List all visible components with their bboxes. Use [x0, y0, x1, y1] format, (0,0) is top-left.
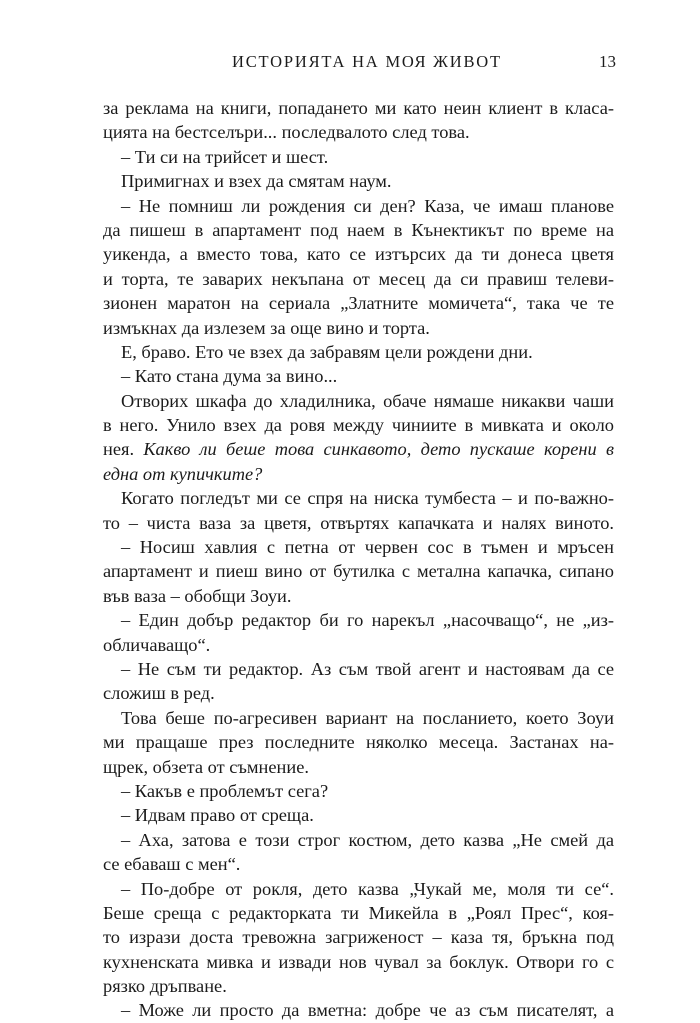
text-line: – Не помниш ли рождения си ден? Каза, че имаш планове: [121, 195, 614, 216]
text-line: – Може ли просто да вметна: добре че аз съм писателят, а: [121, 1000, 614, 1021]
text-line: Това беше по-агресивен вариант на посланието, което Зоуи: [121, 707, 614, 728]
text-line: – Идвам право от среща.: [121, 805, 314, 826]
text-line: Отворих шкафа до хладилника, обаче нямаше никакви чаши: [121, 390, 614, 411]
text-line: измъкнах да излезем за още вино и торта.: [103, 317, 430, 338]
text-line: сложиш в ред.: [103, 683, 215, 704]
text-line: цията на бестселъри... последвалото след това.: [103, 122, 470, 143]
text-line: във ваза – обобщи Зоуи.: [103, 585, 292, 606]
text-line: – Ти си на трийсет и шест.: [121, 146, 329, 167]
text-line-mixed: [103, 437, 614, 461]
text-line: една от купичките?: [103, 463, 263, 484]
text-line: то – чиста ваза за цветя, отвъртях капачката и налях виното.: [103, 512, 614, 533]
text-line: Беше среща с редакторката ти Микейла в „Роял Прес“, коя-: [103, 902, 614, 923]
text-line: се ебаваш с мен“.: [103, 854, 241, 875]
text-line: обличаващо“.: [103, 634, 211, 655]
text-fragment: нея.: [103, 439, 144, 460]
text-line: – Носиш хавлия с петна от червен сос в тъмен и мръсен: [121, 537, 614, 558]
text-line: за реклама на книги, попадането ми като неин клиент в класа-: [103, 98, 614, 118]
text-line: в него. Унило взех да ровя между чиниите в мивката и около: [103, 415, 614, 436]
text-line: Е, браво. Ето че взех да забравям цели рождени дни.: [121, 341, 533, 362]
text-line: то изрази доста тревожна загриженост – каза тя, бръкна под: [103, 927, 614, 948]
text-line: кухненската мивка и извади нов чувал за боклук. Отвори го с: [103, 951, 614, 972]
text-line: щрек, обзета от съмнение.: [103, 756, 309, 777]
text-line: – Не съм ти редактор. Аз съм твой агент и настоявам да се: [121, 658, 614, 679]
text-line: апартамент и пиеш вино от бутилка с метална капачка, сипано: [103, 561, 614, 582]
text-line: ми пращаше през последните няколко месеца. Застанах на-: [103, 732, 614, 753]
italic-fragment: Какво ли беше това синкавото, дето пускаше корени в: [143, 439, 614, 460]
text-line: рязко дръпване.: [103, 976, 227, 997]
text-line: – Като стана дума за вино...: [121, 366, 338, 387]
running-header-title: ИСТОРИЯТА НА МОЯ ЖИВОТ: [232, 52, 502, 71]
text-line: Когато погледът ми се спря на ниска тумбеста – и по-важно-: [121, 488, 614, 509]
text-line: – Какъв е проблемът сега?: [121, 780, 329, 801]
text-line: – По-добре от рокля, дето казва „Чукай ме, моля ти се“.: [121, 878, 614, 899]
body-text: [103, 96, 614, 1023]
text-line: – Аха, затова е този строг костюм, дето казва „Не смей да: [121, 829, 614, 850]
text-line: да пишеш в апартамент под наем в Кънектикът по време на: [103, 219, 614, 240]
text-line: уикенда, а вместо това, като се изтърсих да ти донеса цветя: [103, 244, 614, 265]
page-number: 13: [599, 52, 616, 71]
text-line: Примигнах и взех да смятам наум.: [121, 171, 392, 192]
text-line: – Един добър редактор би го нарекъл „насочващо“, не „из-: [121, 610, 614, 631]
text-line: и торта, те заварих некъпана от месец да си правиш телеви-: [103, 268, 614, 289]
text-line: зионен маратон на сериала „Златните момичета“, така че те: [103, 293, 614, 314]
